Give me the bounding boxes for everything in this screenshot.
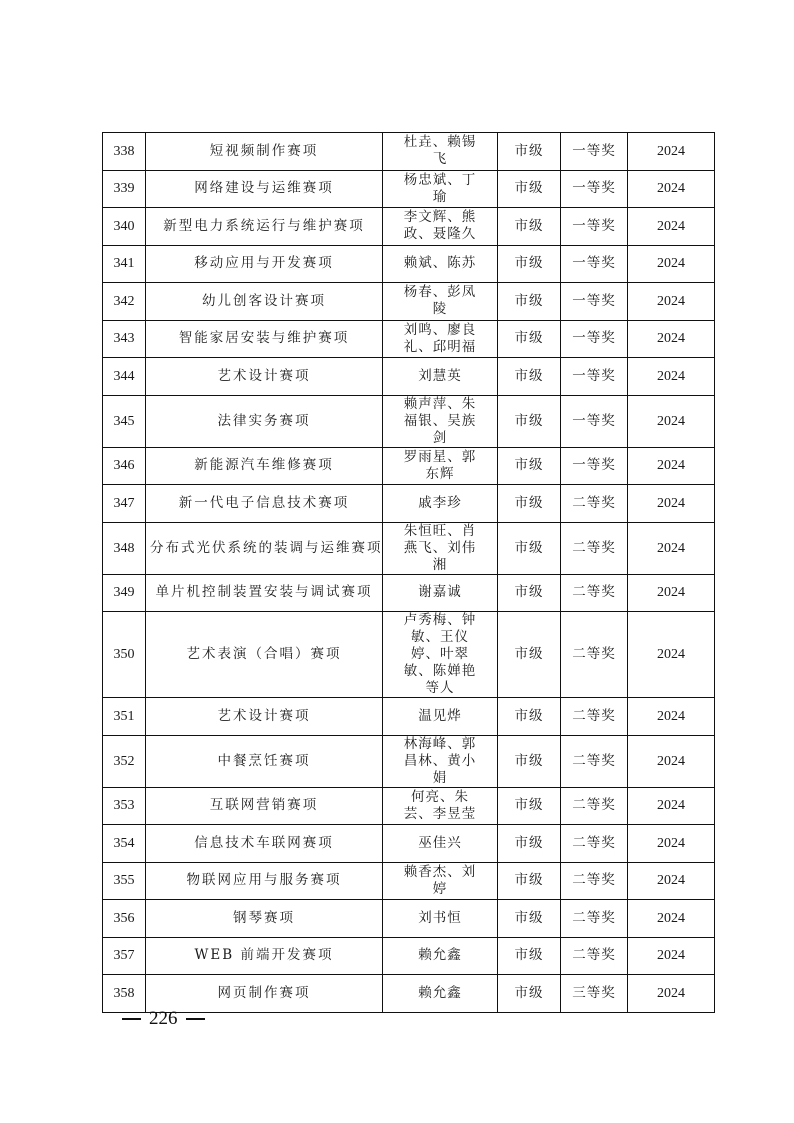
award-year: 2024 <box>628 900 715 938</box>
winner-names: 李文辉、熊政、聂隆久 <box>383 208 498 246</box>
award-level: 市级 <box>498 245 561 283</box>
award-year: 2024 <box>628 447 715 485</box>
winner-names: 赖允鑫 <box>383 937 498 975</box>
award-grade: 二等奖 <box>561 612 628 698</box>
award-level: 市级 <box>498 862 561 900</box>
row-number: 347 <box>103 485 146 523</box>
row-number: 343 <box>103 320 146 358</box>
winner-names: 巫佳兴 <box>383 825 498 863</box>
row-number: 345 <box>103 395 146 447</box>
event-name: 艺术设计赛项 <box>146 358 383 396</box>
table-row <box>103 358 715 396</box>
row-number: 358 <box>103 975 146 1013</box>
winner-names: 杨春、彭凤陵 <box>383 283 498 321</box>
award-grade: 一等奖 <box>561 395 628 447</box>
award-grade: 三等奖 <box>561 975 628 1013</box>
event-name: 网页制作赛项 <box>146 975 383 1013</box>
award-grade: 一等奖 <box>561 320 628 358</box>
table-row <box>103 522 715 574</box>
award-year: 2024 <box>628 937 715 975</box>
table-row <box>103 485 715 523</box>
award-level: 市级 <box>498 485 561 523</box>
row-number: 348 <box>103 522 146 574</box>
award-level: 市级 <box>498 937 561 975</box>
page-number: 226 <box>149 1008 178 1029</box>
event-name: 法律实务赛项 <box>146 395 383 447</box>
winner-names: 罗雨星、郭东辉 <box>383 447 498 485</box>
winner-names: 刘慧英 <box>383 358 498 396</box>
award-year: 2024 <box>628 358 715 396</box>
row-number: 344 <box>103 358 146 396</box>
winner-names: 杜垚、赖锡飞 <box>383 133 498 171</box>
winner-names: 谢嘉诚 <box>383 574 498 612</box>
winner-names: 赖香杰、刘婷 <box>383 862 498 900</box>
row-number: 353 <box>103 787 146 825</box>
event-name: 幼儿创客设计赛项 <box>146 283 383 321</box>
award-grade: 二等奖 <box>561 862 628 900</box>
award-year: 2024 <box>628 170 715 208</box>
table-row <box>103 698 715 736</box>
table-row <box>103 447 715 485</box>
award-year: 2024 <box>628 735 715 787</box>
winner-names: 何亮、朱芸、李昱莹 <box>383 787 498 825</box>
row-number: 346 <box>103 447 146 485</box>
table-row <box>103 975 715 1013</box>
dash-left <box>122 1018 141 1020</box>
row-number: 357 <box>103 937 146 975</box>
award-year: 2024 <box>628 975 715 1013</box>
table-row <box>103 574 715 612</box>
row-number: 351 <box>103 698 146 736</box>
row-number: 338 <box>103 133 146 171</box>
award-grade: 二等奖 <box>561 485 628 523</box>
winner-names: 杨忠斌、丁瑜 <box>383 170 498 208</box>
table-row <box>103 735 715 787</box>
event-name: 艺术设计赛项 <box>146 698 383 736</box>
row-number: 339 <box>103 170 146 208</box>
dash-right <box>186 1018 205 1020</box>
row-number: 355 <box>103 862 146 900</box>
event-name: 网络建设与运维赛项 <box>146 170 383 208</box>
award-year: 2024 <box>628 133 715 171</box>
award-year: 2024 <box>628 787 715 825</box>
award-grade: 二等奖 <box>561 522 628 574</box>
award-grade: 一等奖 <box>561 170 628 208</box>
winner-names: 刘书恒 <box>383 900 498 938</box>
award-year: 2024 <box>628 395 715 447</box>
award-year: 2024 <box>628 485 715 523</box>
award-grade: 二等奖 <box>561 825 628 863</box>
table-row <box>103 787 715 825</box>
table-row <box>103 900 715 938</box>
row-number: 340 <box>103 208 146 246</box>
award-grade: 二等奖 <box>561 900 628 938</box>
award-grade: 二等奖 <box>561 735 628 787</box>
table-row <box>103 612 715 698</box>
awards-table <box>102 132 715 1013</box>
award-grade: 一等奖 <box>561 283 628 321</box>
award-grade: 二等奖 <box>561 698 628 736</box>
award-level: 市级 <box>498 825 561 863</box>
winner-names: 林海峰、郭昌林、黄小娟 <box>383 735 498 787</box>
award-year: 2024 <box>628 612 715 698</box>
award-level: 市级 <box>498 395 561 447</box>
winner-names: 赖声萍、朱福银、吴族剑 <box>383 395 498 447</box>
table-row <box>103 245 715 283</box>
event-name: WEB 前端开发赛项 <box>146 937 383 975</box>
award-grade: 一等奖 <box>561 358 628 396</box>
table-row <box>103 208 715 246</box>
table-row <box>103 283 715 321</box>
event-name: 新一代电子信息技术赛项 <box>146 485 383 523</box>
row-number: 349 <box>103 574 146 612</box>
award-year: 2024 <box>628 862 715 900</box>
row-number: 341 <box>103 245 146 283</box>
award-level: 市级 <box>498 574 561 612</box>
award-grade: 一等奖 <box>561 245 628 283</box>
row-number: 350 <box>103 612 146 698</box>
award-level: 市级 <box>498 735 561 787</box>
page-number-footer <box>122 1008 205 1030</box>
award-year: 2024 <box>628 208 715 246</box>
award-grade: 一等奖 <box>561 208 628 246</box>
awards-table-body <box>103 133 715 1013</box>
event-name: 中餐烹饪赛项 <box>146 735 383 787</box>
table-row <box>103 133 715 171</box>
event-name: 短视频制作赛项 <box>146 133 383 171</box>
table-row <box>103 862 715 900</box>
winner-names: 卢秀梅、钟敏、王仪婷、叶翠敏、陈婵艳等人 <box>383 612 498 698</box>
table-row <box>103 937 715 975</box>
table-row <box>103 825 715 863</box>
event-name: 分布式光伏系统的装调与运维赛项 <box>146 522 383 574</box>
award-level: 市级 <box>498 612 561 698</box>
award-level: 市级 <box>498 900 561 938</box>
award-year: 2024 <box>628 320 715 358</box>
award-level: 市级 <box>498 358 561 396</box>
award-level: 市级 <box>498 320 561 358</box>
row-number: 354 <box>103 825 146 863</box>
table-row <box>103 320 715 358</box>
winner-names: 朱恒旺、肖燕飞、刘伟湘 <box>383 522 498 574</box>
award-year: 2024 <box>628 245 715 283</box>
event-name: 单片机控制装置安装与调试赛项 <box>146 574 383 612</box>
event-name: 艺术表演（合唱）赛项 <box>146 612 383 698</box>
table-row <box>103 395 715 447</box>
award-level: 市级 <box>498 522 561 574</box>
winner-names: 温见烨 <box>383 698 498 736</box>
winner-names: 赖斌、陈苏 <box>383 245 498 283</box>
award-grade: 一等奖 <box>561 447 628 485</box>
row-number: 342 <box>103 283 146 321</box>
award-level: 市级 <box>498 208 561 246</box>
event-name: 新型电力系统运行与维护赛项 <box>146 208 383 246</box>
award-grade: 二等奖 <box>561 937 628 975</box>
event-name: 移动应用与开发赛项 <box>146 245 383 283</box>
award-grade: 一等奖 <box>561 133 628 171</box>
event-name: 新能源汽车维修赛项 <box>146 447 383 485</box>
award-level: 市级 <box>498 787 561 825</box>
event-name: 互联网营销赛项 <box>146 787 383 825</box>
award-grade: 二等奖 <box>561 574 628 612</box>
award-level: 市级 <box>498 447 561 485</box>
award-year: 2024 <box>628 574 715 612</box>
award-year: 2024 <box>628 825 715 863</box>
row-number: 352 <box>103 735 146 787</box>
event-name: 智能家居安装与维护赛项 <box>146 320 383 358</box>
award-grade: 二等奖 <box>561 787 628 825</box>
award-year: 2024 <box>628 522 715 574</box>
award-year: 2024 <box>628 283 715 321</box>
winner-names: 刘鸣、廖良礼、邱明福 <box>383 320 498 358</box>
row-number: 356 <box>103 900 146 938</box>
award-level: 市级 <box>498 975 561 1013</box>
event-name: 物联网应用与服务赛项 <box>146 862 383 900</box>
event-name: 信息技术车联网赛项 <box>146 825 383 863</box>
award-level: 市级 <box>498 133 561 171</box>
table-row <box>103 170 715 208</box>
event-name: 钢琴赛项 <box>146 900 383 938</box>
winner-names: 赖允鑫 <box>383 975 498 1013</box>
award-level: 市级 <box>498 698 561 736</box>
award-year: 2024 <box>628 698 715 736</box>
winner-names: 戚李珍 <box>383 485 498 523</box>
award-level: 市级 <box>498 283 561 321</box>
award-level: 市级 <box>498 170 561 208</box>
